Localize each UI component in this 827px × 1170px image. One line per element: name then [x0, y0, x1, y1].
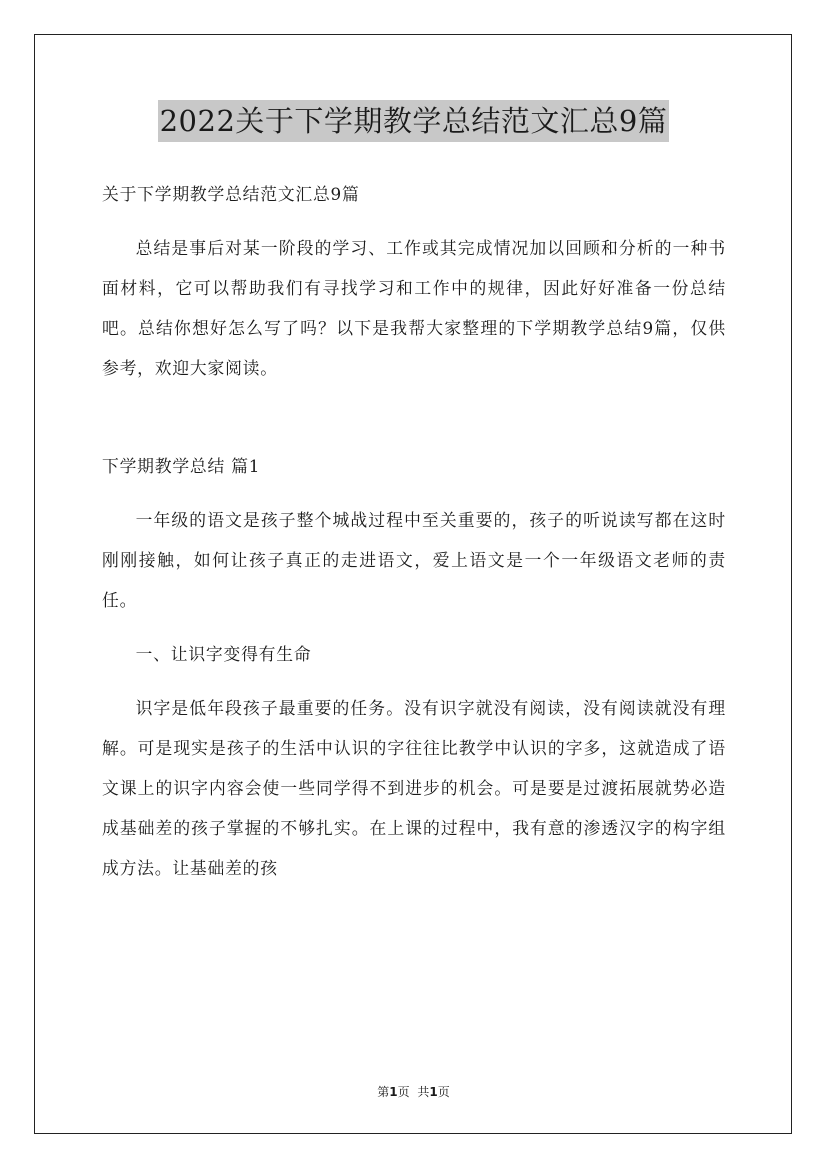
section-heading: 下学期教学总结 篇1: [102, 456, 261, 476]
footer-total-pages: 1: [429, 1085, 438, 1099]
footer-total-suffix: 页: [437, 1085, 450, 1099]
intro-paragraph: 总结是事后对某一阶段的学习、工作或其完成情况加以回顾和分析的一种书面材料，它可以帮助我们有寻找学习和工作中的规律，因此好好准备一份总结吧。总结你想好怎么写了吗？以下是我帮大家整理的下学期教学总结9篇，仅供参考，欢迎大家阅读。: [102, 238, 726, 378]
body-paragraph-1: 一年级的语文是孩子整个城战过程中至关重要的，孩子的听说读写都在这时刚刚接触，如何让孩子真正的走进语文，爱上语文是一个一年级语文老师的责任。: [102, 510, 726, 610]
footer-prefix: 第: [377, 1085, 390, 1099]
footer-total-prefix: 共: [417, 1085, 430, 1099]
page-footer: [0, 1083, 827, 1100]
footer-page-suffix: 页: [397, 1085, 410, 1099]
body-paragraph-2: 识字是低年段孩子最重要的任务。没有识字就没有阅读，没有阅读就没有理解。可是现实是孩子的生活中认识的字往往比教学中认识的字多，这就造成了语文课上的识字内容会使一些同学得不到进步的机会。可是要是过渡拓展就势必造成基础差的孩子掌握的不够扎实。在上课的过程中，我有意的渗透汉字的构字组成方法。让基础差的孩: [102, 698, 726, 878]
subheading-1: 一、让识字变得有生命: [135, 644, 312, 664]
document-body: [102, 174, 726, 902]
document-title: 2022关于下学期教学总结范文汇总9篇: [158, 100, 670, 142]
title-container: [0, 100, 827, 142]
document-subtitle: 关于下学期教学总结范文汇总9篇: [102, 184, 360, 204]
footer-page-number: 1: [389, 1085, 398, 1099]
